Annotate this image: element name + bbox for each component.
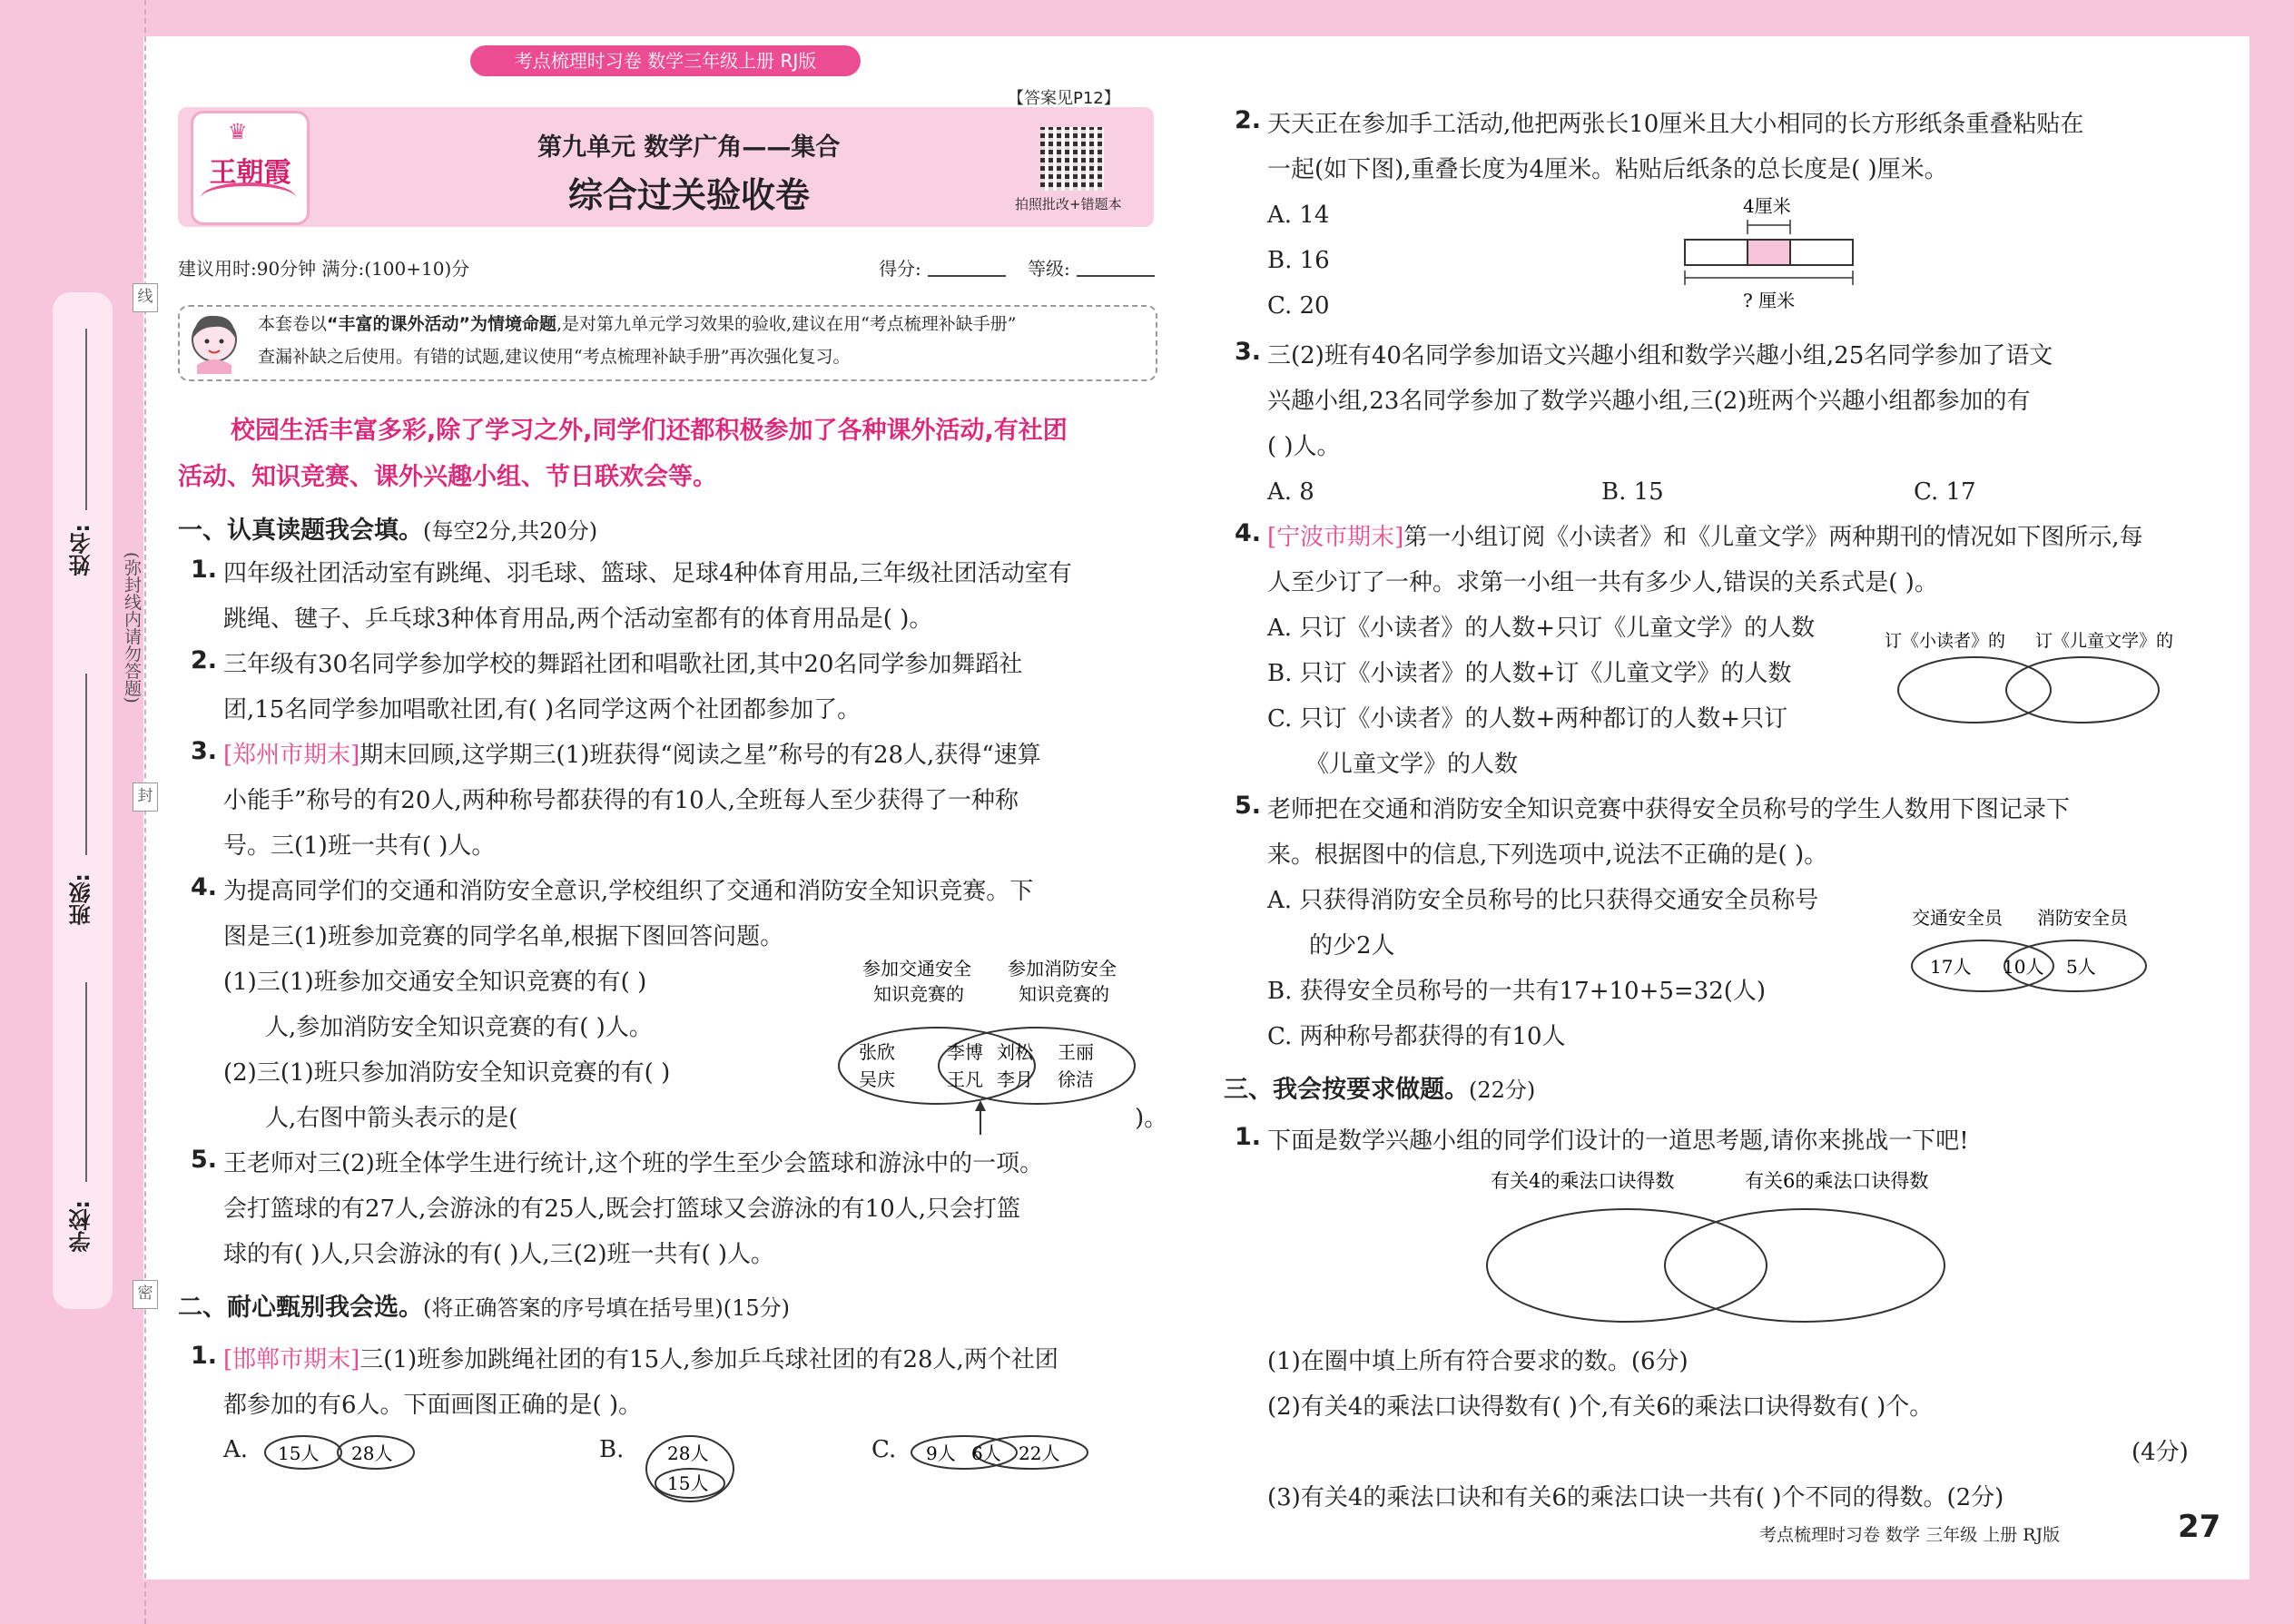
page-footer: 考点梳理时习卷 数学 三年级 上册 RJ版 — [1759, 1525, 2061, 1545]
name-label: 姓名: — [69, 524, 94, 576]
s3-q1-number: 1. — [1235, 1123, 1262, 1151]
s1-q4-sub1a: (1)三(1)班参加交通安全知识竞赛的有( ) — [223, 969, 647, 996]
svg-text:6人: 6人 — [971, 1442, 1001, 1464]
school-line — [85, 982, 87, 1182]
s2-q4-line1: [宁波市期末]第一小组订阅《小读者》和《儿童文学》两种期刊的情况如下图所示,每 — [1267, 524, 2143, 551]
logo-text: 王朝霞 — [209, 157, 291, 189]
svg-text:15人: 15人 — [667, 1472, 709, 1494]
page-number: 27 — [2178, 1509, 2221, 1545]
s1-q4-line2: 图是三(1)班参加竞赛的同学名单,根据下图回答问题。 — [223, 923, 784, 950]
s1-q3-number: 3. — [191, 737, 218, 765]
s2-q2-option-a[interactable]: A. 14 — [1267, 202, 1330, 229]
svg-text:订《小读者》的: 订《小读者》的 — [1885, 631, 2006, 651]
s3-q1-sub1: (1)在圈中填上所有符合要求的数。(6分) — [1267, 1348, 1689, 1375]
unit-title: 第九单元 数学广角——集合 — [537, 133, 841, 162]
svg-text:4厘米: 4厘米 — [1743, 195, 1791, 217]
venn-name: 吴庆 — [859, 1068, 895, 1090]
section3-heading: 三、我会按要求做题。(22分) — [1224, 1076, 1536, 1104]
s2-q1-diagram-a — [263, 1432, 418, 1472]
intro-line-2: 查漏补缺之后使用。有错的试题,建议使用“考点梳理补缺手册”再次强化复习。 — [258, 347, 851, 367]
s1-q4-sub1b: 人,参加消防安全知识竞赛的有( )人。 — [265, 1014, 653, 1041]
s2-q1-option-b[interactable]: B. — [599, 1436, 625, 1463]
venn-right-title-1: 参加消防安全 — [1008, 958, 1117, 979]
cut-line — [144, 0, 146, 1624]
answer-reference: 【答案见P12】 — [1008, 89, 1120, 108]
s1-q1-line2: 跳绳、毽子、乒乓球3种体育用品,两个活动室都有的体育用品是( )。 — [223, 605, 933, 633]
seal-note: (弥封线内请勿答题) — [122, 552, 142, 704]
s2-q5-option-a[interactable]: A. 只获得消防安全员称号的比只获得交通安全员称号 — [1267, 887, 1819, 914]
cut-word-feng: 封 — [133, 782, 158, 812]
s1-q2-line2: 团,15名同学参加唱歌社团,有( )名同学这两个社团都参加了。 — [223, 696, 861, 723]
s2-q3-option-c[interactable]: C. 17 — [1914, 478, 1976, 506]
venn-name: 王凡 — [947, 1068, 983, 1090]
s2-q3-option-b[interactable]: B. 15 — [1601, 478, 1664, 506]
s2-q4-number: 4. — [1235, 519, 1262, 547]
s1-q4-line1: 为提高同学们的交通和消防安全意识,学校组织了交通和消防安全知识竞赛。下 — [223, 878, 1034, 905]
venn-name: 徐洁 — [1058, 1068, 1094, 1090]
svg-text:10人: 10人 — [2003, 956, 2044, 978]
class-line — [85, 674, 87, 855]
s2-q2-option-c[interactable]: C. 20 — [1267, 292, 1330, 320]
cut-word-mi: 密 — [133, 1280, 158, 1309]
s1-q1-number: 1. — [191, 556, 218, 584]
s2-q1-diagram-c — [908, 1432, 1089, 1472]
qr-caption: 拍照批改+错题本 — [1015, 196, 1122, 212]
svg-text:9人: 9人 — [926, 1442, 956, 1464]
s2-q1-option-a[interactable]: A. — [223, 1436, 249, 1463]
section1-heading: 一、认真读题我会填。(每空2分,共20分) — [178, 517, 598, 545]
s2-q2-line2: 一起(如下图),重叠长度为4厘米。粘贴后纸条的总长度是( )厘米。 — [1267, 156, 1948, 183]
s2-q3-line1: 三(2)班有40名同学参加语文兴趣小组和数学兴趣小组,25名同学参加了语文 — [1267, 342, 2053, 369]
venn-name: 李月 — [997, 1068, 1033, 1090]
s1-q1-line1: 四年级社团活动室有跳绳、羽毛球、篮球、足球4种体育用品,三年级社团活动室有 — [223, 560, 1072, 587]
s2-q5-option-a-cont: 的少2人 — [1309, 932, 1395, 960]
svg-text:15人: 15人 — [278, 1442, 320, 1464]
s1-q3-line2: 小能手”称号的有20人,两种称号都获得的有10人,全班每人至少获得了一种称 — [223, 787, 1019, 814]
s3-q1-venn-diagram — [1480, 1162, 1952, 1325]
s1-q5-line3: 球的有( )人,只会游泳的有( )人,三(2)班一共有( )人。 — [223, 1241, 775, 1268]
school-label: 学校: — [69, 1200, 94, 1253]
s2-q4-line2: 人至少订了一种。求第一小组一共有多少人,错误的关系式是( )。 — [1267, 569, 1938, 596]
section2-heading: 二、耐心甄别我会选。(将正确答案的序号填在括号里)(15分) — [178, 1294, 790, 1322]
time-score: 建议用时:90分钟 满分:(100+10)分 — [178, 258, 470, 280]
s2-q5-line1: 老师把在交通和消防安全知识竞赛中获得安全员称号的学生人数用下图记录下 — [1267, 796, 2071, 823]
logo-rings — [201, 182, 296, 213]
s1-q5-line1: 王老师对三(2)班全体学生进行统计,这个班的学生至少会篮球和游泳中的一项。 — [223, 1150, 1044, 1177]
svg-text:有关6的乘法口诀得数: 有关6的乘法口诀得数 — [1745, 1170, 1929, 1192]
class-label: 班级: — [69, 873, 94, 926]
s2-q2-option-b[interactable]: B. 16 — [1267, 247, 1330, 274]
s3-q1-line1: 下面是数学兴趣小组的同学们设计的一道思考题,请你来挑战一下吧! — [1267, 1127, 1969, 1155]
svg-text:交通安全员: 交通安全员 — [1912, 907, 2003, 929]
s2-q2-line1: 天天正在参加手工活动,他把两张长10厘米且大小相同的长方形纸条重叠粘贴在 — [1267, 111, 2084, 138]
s1-q4-number: 4. — [191, 873, 218, 901]
s2-q4-option-b[interactable]: B. 只订《小读者》的人数+订《儿童文学》的人数 — [1267, 660, 1792, 687]
s2-q1-line2: 都参加的有6人。下面画图正确的是( )。 — [223, 1392, 643, 1419]
s2-q3-line3: ( )人。 — [1267, 433, 1341, 460]
s2-q5-venn-diagram — [1906, 902, 2170, 1002]
s1-q3-line3: 号。三(1)班一共有( )人。 — [223, 832, 496, 860]
intro-line-1: 本套卷以“丰富的课外活动”为情境命题,是对第九单元学习效果的验收,建议在用“考点梳理补缺手册” — [258, 314, 1017, 334]
svg-text:消防安全员: 消防安全员 — [2037, 907, 2128, 929]
s2-q5-number: 5. — [1235, 792, 1262, 820]
svg-text:28人: 28人 — [351, 1442, 393, 1464]
s1-q4-sub2b: 人,右图中箭头表示的是( — [265, 1105, 518, 1132]
svg-text:28人: 28人 — [667, 1442, 709, 1464]
qr-code-icon[interactable] — [1040, 127, 1104, 191]
s3-q1-sub2: (2)有关4的乘法口诀得数有( )个,有关6的乘法口诀得数有( )个。 — [1267, 1393, 1934, 1421]
girl-avatar-icon — [186, 309, 242, 374]
s3-q1-sub2-points: (4分) — [2132, 1439, 2189, 1466]
venn-left-circle — [839, 1028, 1035, 1104]
s1-q4-sub2a: (2)三(1)班只参加消防安全知识竞赛的有( ) — [223, 1059, 671, 1087]
s1-q4-sub2c: )。 — [1135, 1105, 1168, 1132]
lead-line-2: 活动、知识竞赛、课外兴趣小组、节日联欢会等。 — [178, 463, 717, 491]
s2-q4-option-c-cont: 《儿童文学》的人数 — [1305, 751, 1519, 778]
venn-right-title-2: 知识竞赛的 — [1019, 983, 1109, 1005]
svg-text:订《儿童文学》的: 订《儿童文学》的 — [2035, 631, 2174, 651]
venn-name: 刘松 — [997, 1041, 1033, 1063]
s1-q2-line1: 三年级有30名同学参加学校的舞蹈社团和唱歌社团,其中20名同学参加舞蹈社 — [223, 651, 1023, 678]
grade-label: 等级: — [1028, 258, 1070, 280]
s1-q3-line1: [郑州市期末]期末回顾,这学期三(1)班获得“阅读之星”称号的有28人,获得“速算 — [223, 742, 1041, 769]
s2-q1-line1: [邯郸市期末]三(1)班参加跳绳社团的有15人,参加乒乓球社团的有28人,两个社团 — [223, 1346, 1058, 1373]
lead-line-1: 校园生活丰富多彩,除了学习之外,同学们还都积极参加了各种课外活动,有社团 — [231, 417, 1068, 445]
s2-q1-option-c[interactable]: C. — [871, 1436, 897, 1463]
s2-q4-option-c[interactable]: C. 只订《小读者》的人数+两种都订的人数+只订 — [1267, 705, 1788, 733]
s2-q3-number: 3. — [1235, 338, 1262, 366]
student-info-panel — [53, 292, 113, 1309]
s2-q1-number: 1. — [191, 1342, 218, 1370]
s2-q3-line2: 兴趣小组,23名同学参加了数学兴趣小组,三(2)班两个兴趣小组都参加的有 — [1267, 388, 2031, 415]
grade-line — [1077, 275, 1155, 277]
s2-q3-option-a[interactable]: A. 8 — [1267, 478, 1314, 506]
s2-q2-paper-strip-diagram — [1679, 194, 1861, 312]
s2-q5-line2: 来。根据图中的信息,下列选项中,说法不正确的是( )。 — [1267, 842, 1828, 869]
crown-icon: ♛ — [228, 119, 248, 144]
s2-q1-diagram-b — [643, 1432, 737, 1505]
s2-q5-option-c[interactable]: C. 两种称号都获得的有10人 — [1267, 1023, 1566, 1050]
s1-q5-line2: 会打篮球的有27人,会游泳的有25人,既会打篮球又会游泳的有10人,只会打篮 — [223, 1196, 1021, 1223]
s3-q1-sub3: (3)有关4的乘法口诀和有关6的乘法口诀一共有( )个不同的得数。(2分) — [1267, 1484, 2004, 1511]
venn-name: 张欣 — [859, 1041, 895, 1063]
s2-q5-option-b[interactable]: B. 获得安全员称号的一共有17+10+5=32(人) — [1267, 978, 1767, 1005]
venn-name: 王丽 — [1058, 1041, 1094, 1063]
svg-text:? 厘米: ? 厘米 — [1743, 290, 1796, 311]
name-line — [85, 329, 87, 510]
score-label: 得分: — [879, 258, 921, 280]
s1-q5-number: 5. — [191, 1146, 218, 1174]
svg-text:有关4的乘法口诀得数: 有关4的乘法口诀得数 — [1491, 1170, 1675, 1192]
s1-q4-venn-diagram — [826, 953, 1153, 1139]
s1-q2-number: 2. — [191, 646, 218, 674]
page-title: 综合过关验收卷 — [568, 175, 811, 215]
venn-left-title-2: 知识竞赛的 — [873, 983, 964, 1005]
book-title-bar: 考点梳理时习卷 数学三年级上册 RJ版 — [470, 45, 861, 76]
s2-q2-number: 2. — [1235, 106, 1262, 134]
svg-text:17人: 17人 — [1930, 956, 1972, 978]
arrow-head-icon — [975, 1100, 986, 1111]
publisher-logo — [191, 111, 310, 225]
venn-right-circle — [939, 1028, 1135, 1104]
s2-q4-venn-diagram — [1885, 625, 2211, 730]
score-line — [928, 275, 1006, 277]
svg-text:5人: 5人 — [2066, 956, 2096, 978]
cut-word-xian: 线 — [133, 283, 158, 312]
venn-left-title-1: 参加交通安全 — [862, 958, 971, 979]
venn-name: 李博 — [947, 1041, 983, 1063]
svg-text:22人: 22人 — [1019, 1442, 1060, 1464]
s2-q4-option-a[interactable]: A. 只订《小读者》的人数+只订《儿童文学》的人数 — [1267, 615, 1816, 642]
